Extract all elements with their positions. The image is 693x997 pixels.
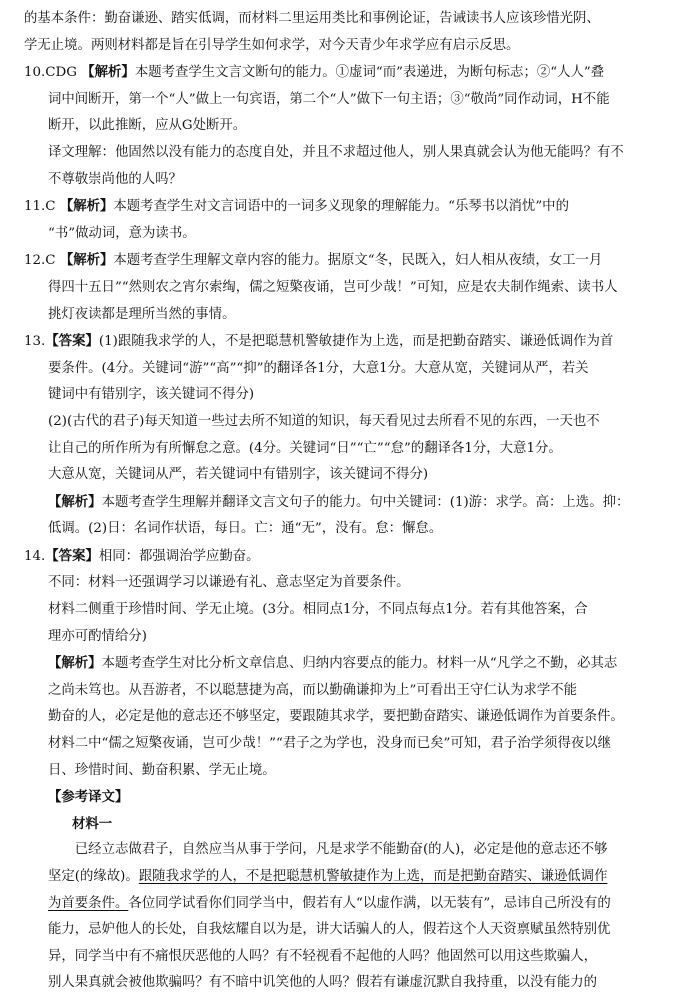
q12-line-2: 得四十五日”“然则农之宵尔索绹，儒之短檠夜诵，岂可少哉！”可知，应是农夫制作绳索、读书人	[48, 279, 618, 295]
q13-answer-1-line-3: 键词中有错别字，该关键词不得分)	[48, 387, 255, 403]
continuation-line-1: 的基本条件：勤奋谦逊、踏实低调，而材料二里运用类比和事例论证，告诫读书人应该珍惜光阴、	[24, 11, 600, 26]
translation-line-3	[24, 891, 671, 918]
q13-answer-1-line-2: 要条件。(4分。关键词“游”“高”“抑”的翻译各1分，大意1分。大意从宽，关键词从严，若关	[48, 360, 589, 376]
q14-analysis-line-1	[24, 650, 671, 678]
q12-line-3: 挑灯夜读都是理所当然的事情。	[48, 306, 236, 322]
q13-analysis-text: 本题考查学生理解并翻译文言文句子的能力。句中关键词：(1)游：求学。高：上选。抑：	[101, 494, 630, 510]
q10-translation-2: 不尊敬崇尚他的人吗？	[48, 171, 182, 187]
translation-line-1: 已经立志做君子，自然应当从事于学问，凡是求学不能勤奋(的人)，必定是他的意志还不够	[74, 842, 608, 858]
q10-number: 10.	[24, 65, 46, 81]
q13-answer-2-line-3: 大意从宽，关键词从严，若关键词中有错别字，该关键词不得分)	[48, 467, 429, 483]
q12-answer: C	[45, 253, 56, 269]
translation-line-5: 异，同学当中有不痛恨厌恶他的人吗？有不轻视看不起他的人吗？他固然可以用这些欺骗人，	[48, 948, 598, 964]
q11-analysis-text: 本题考查学生对文言词语中的一词多义现象的理解能力。“乐琴书以消忧”中的	[113, 199, 569, 215]
q11-line-1	[24, 193, 671, 221]
q14-answer-diff-2: 材料二侧重于珍惜时间、学无止境。(3分。相同点1分，不同点每点1分。若有其他答案，合	[48, 602, 588, 618]
q13-answer-1-text: (1)跟随我求学的人，不是把聪慧机警敏捷作为上选，而是把勤奋踏实、谦逊低调作为首	[98, 334, 614, 350]
q10-line-1	[24, 59, 671, 87]
q13-answer-tag: 【答案】	[45, 333, 99, 350]
q11-line-2: “书”做动词，意为读书。	[48, 225, 196, 241]
material-one-heading: 材料一	[72, 815, 113, 832]
q14-analysis-line-3: 勤奋的人，必定是他的意志还不够坚定，要跟随其求学，要把勤奋踏实、谦逊低调作为首要条件。	[48, 709, 624, 725]
q11-answer: C	[45, 199, 56, 215]
q11-number: 11.	[24, 199, 46, 215]
q13-line-1	[24, 328, 671, 356]
q14-analysis-line-4: 材料二中“儒之短檠夜诵，岂可少哉！”“君子之为学也，没身而已矣”可知，君子治学须得夜以继	[48, 736, 612, 752]
q14-answer-diff-1: 不同：材料一还强调学习以谦逊有礼、意志坚定为首要条件。	[48, 575, 410, 591]
q14-answer-same: 相同：都强调治学应勤奋。	[98, 548, 260, 564]
q10-line-3: 断开，以此推断，应从G处断开。	[48, 118, 247, 134]
q14-line-1	[24, 543, 671, 571]
q14-answer-tag: 【答案】	[45, 547, 99, 564]
q14-analysis-line-5: 日、珍惜时间、勤奋积累、学无止境。	[48, 762, 276, 778]
q10-line-2: 词中间断开，第一个“人”做上一句宾语，第二个“人”做下一句主语；③“敬尚”同作动词，H不能	[48, 91, 610, 107]
q10-analysis-tag: 【解析】	[81, 64, 135, 81]
q14-analysis-line-2: 之尚未笃也。从吾游者，不以聪慧捷为高，而以勤确谦抑为上”可看出王守仁认为求学不能	[48, 682, 578, 698]
translation-underlined-1: 跟随我求学的人，不是把聪慧机警敏捷作为上选，而是把勤奋踏实、谦逊低调作	[138, 869, 608, 884]
q13-answer-2-line-2: 让自己的所作所为有所懈怠之意。(4分。关键词“日”“亡”“怠”的翻译各1分，大意1分。	[48, 440, 562, 456]
translation-line-2a: 坚定(的缘故)。	[48, 869, 139, 884]
q10-translation-1: 译文理解：他固然以没有能力的态度自处，并且不求超过他人，别人果真就会认为他无能吗？有不	[48, 144, 624, 160]
translation-line-2	[24, 864, 671, 891]
q14-analysis-tag: 【解析】	[48, 655, 102, 672]
reference-translation-heading: 【参考译文】	[48, 789, 129, 806]
q12-analysis-text: 本题考查学生理解文章内容的能力。据原文“冬，民既入，妇人相从夜绩，女工一月	[113, 253, 603, 269]
translation-line-4: 能力，忌妒他人的长处，自我炫耀自以为是，讲大话骗人的人，假若这个人天资禀赋虽然特别优	[48, 922, 611, 938]
q13-analysis-tag: 【解析】	[48, 493, 102, 510]
q10-analysis-text: 本题考查学生文言文断句的能力。①虚词“而”表递进，为断句标志；②“人人”叠	[134, 65, 605, 81]
q13-analysis-line-2: 低调。(2)日：名词作状语，每日。亡：通“无”，没有。怠：懈怠。	[48, 521, 443, 537]
q14-number: 14.	[24, 548, 46, 564]
q11-analysis-tag: 【解析】	[59, 198, 114, 215]
q12-analysis-tag: 【解析】	[59, 252, 114, 269]
q13-answer-2-line-1: (2)(古代的君子)每天知道一些过去所不知道的知识，每天看见过去所看不见的东西，一天也不	[48, 413, 600, 429]
q12-line-1	[24, 247, 671, 275]
translation-underlined-2: 为首要条件。	[48, 895, 129, 911]
q13-analysis-line-1	[24, 489, 671, 517]
q14-answer-diff-3: 理亦可酌情给分)	[48, 628, 147, 644]
q10-answer: CDG	[45, 65, 77, 81]
continuation-line-2: 学无止境。两则材料都是旨在引导学生如何求学，对今天青少年求学应有启示反思。	[24, 37, 520, 53]
q13-number: 13.	[24, 334, 46, 350]
translation-line-6: 别人果真就会被他欺骗吗？有不暗中讥笑他的人吗？假若有谦虚沉默自我持重，以没有能力的	[48, 975, 598, 991]
translation-line-3b: 各位同学试看你们同学当中，假若有人“以虚作满，以无装有”，忌讳自己所没有的	[128, 895, 611, 911]
q14-analysis-text: 本题考查学生对比分析文章信息、归纳内容要点的能力。材料一从“凡学之不勤，必其志	[101, 656, 618, 672]
q12-number: 12.	[24, 253, 46, 269]
